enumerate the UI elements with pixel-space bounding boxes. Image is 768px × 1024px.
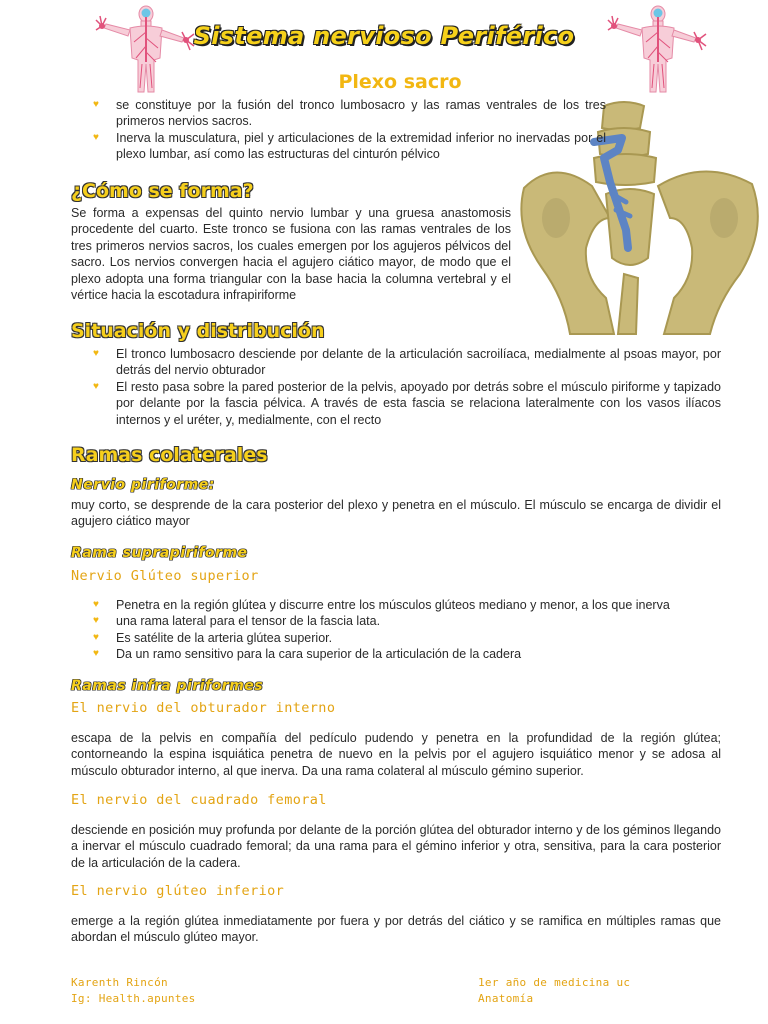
footer-subject: Anatomía xyxy=(478,992,534,1005)
footer-right xyxy=(478,975,630,1007)
footer-course: 1er año de medicina uc xyxy=(478,976,631,989)
section-heading-situacion: Situación y distribución xyxy=(71,320,325,342)
section-heading-como-se-forma: ¿Cómo se forma? xyxy=(71,180,254,202)
footer-author: Karenth Rincón xyxy=(71,976,168,989)
list-item: ♥ Inerva la musculatura, piel y articulaciones de la extremidad inferior no inervadas por el plexo lumbar, así como las estructuras del cinturón pélvico xyxy=(93,130,606,162)
footer-instagram: Ig: Health.apuntes xyxy=(71,992,196,1005)
paragraph-cuadrado-femoral: desciende en posición muy profunda por delante de la porción glútea del obturador interno y de los géminos llegando a inervar el músculo cuadrado femoral; da una rama para el gémino inferior y otra, sensitiva, para la cara posterior de la articulación de la cadera. xyxy=(71,823,721,870)
paragraph-como-se-forma: Se forma a expensas del quinto nervio lumbar y una gruesa anastomosis procedente del cuarto. Este tronco se fusiona con las ramas ventrales de los tres primeros nervios sacros, los cuales emergen por los agujeros pélvicos del sacro. Los nervios convergen hacia el agujero ciático mayor, de modo que el plexo adopta una forma triangular con la base hacia la columna vertebral y el vértice hacia la escotadura infrapiriforme xyxy=(71,206,511,303)
list-item: ♥ se constituye por la fusión del tronco lumbosacro y las ramas ventrales de los tres primeros nervios sacros. xyxy=(93,98,606,129)
footer-left xyxy=(71,975,196,1007)
intro-bullet-list xyxy=(71,97,606,163)
list-item: ♥ El resto pasa sobre la pared posterior de la pelvis, apoyado por detrás sobre el músculo piriforme y tapizado por delante por la fascia pélvica. A través de esta fascia se relaciona lateralmente con los vasos ilíacos internos y el uréter, y, medialmente, con el recto xyxy=(93,379,721,427)
heart-bullet-icon: ♥ xyxy=(93,99,99,110)
section-heading-plexo-sacro: Plexo sacro xyxy=(338,71,462,93)
heart-bullet-icon: ♥ xyxy=(93,380,99,392)
heart-bullet-icon: ♥ xyxy=(93,348,99,359)
heart-bullet-icon: ♥ xyxy=(93,131,99,143)
paragraph-obturador-interno: escapa de la pelvis en compañía del pedículo pudendo y penetra en la profundidad de la región glútea; contorneando la espina isquiática penetra de nuevo en la pelvis por el agujero isquiático menor y se adosa al músculo obturador interno, al que inerva. Da una rama colateral al músculo gémino superior. xyxy=(71,731,721,778)
heart-bullet-icon: ♥ xyxy=(93,648,99,660)
subheading-gluteo-inferior: El nervio glúteo inferior xyxy=(71,883,285,899)
subheading-cuadrado-femoral: El nervio del cuadrado femoral xyxy=(71,792,327,808)
paragraph-nervio-piriforme: muy corto, se desprende de la cara posterior del plexo y penetra en el músculo. El músculo se encarga de dividir el agujero ciático mayor xyxy=(71,498,721,529)
page-title: Sistema nervioso Periférico xyxy=(193,22,575,50)
list-item: ♥ El tronco lumbosacro desciende por delante de la articulación sacroilíaca, medialmente al psoas mayor, por detrás del nervio obturador xyxy=(93,347,721,378)
subheading-rama-suprapiriforme: Rama suprapiriforme xyxy=(71,545,248,561)
list-item: ♥ Penetra en la región glútea y discurre entre los músculos glúteos mediano y menor, a los que inerva xyxy=(93,598,670,612)
subheading-obturador-interno: El nervio del obturador interno xyxy=(71,700,336,716)
heart-bullet-icon: ♥ xyxy=(93,615,99,627)
situacion-bullet-list xyxy=(71,346,721,428)
list-item: ♥ Da un ramo sensitivo para la cara superior de la articulación de la cadera xyxy=(93,647,522,662)
paragraph-gluteo-inferior: emerge a la región glútea inmediatamente por fuera y por detrás del ciático y se ramifica en múltiples ramas que abordan el músculo glúteo mayor. xyxy=(71,914,721,945)
suprapiriforme-bullet-list xyxy=(71,597,721,663)
heart-bullet-icon: ♥ xyxy=(93,631,99,643)
subheading-nervio-piriforme: Nervio piriforme: xyxy=(71,477,215,493)
subheading-ramas-infrapiriformes: Ramas infra piriformes xyxy=(71,678,264,694)
heart-bullet-icon: ♥ xyxy=(93,599,99,610)
list-item: ♥ Es satélite de la arteria glútea superior. xyxy=(93,630,333,645)
subheading-gluteo-superior: Nervio Glúteo superior xyxy=(71,568,259,584)
list-item: ♥ una rama lateral para el tensor de la fascia lata. xyxy=(93,614,381,629)
section-heading-ramas-colaterales: Ramas colaterales xyxy=(71,444,268,466)
